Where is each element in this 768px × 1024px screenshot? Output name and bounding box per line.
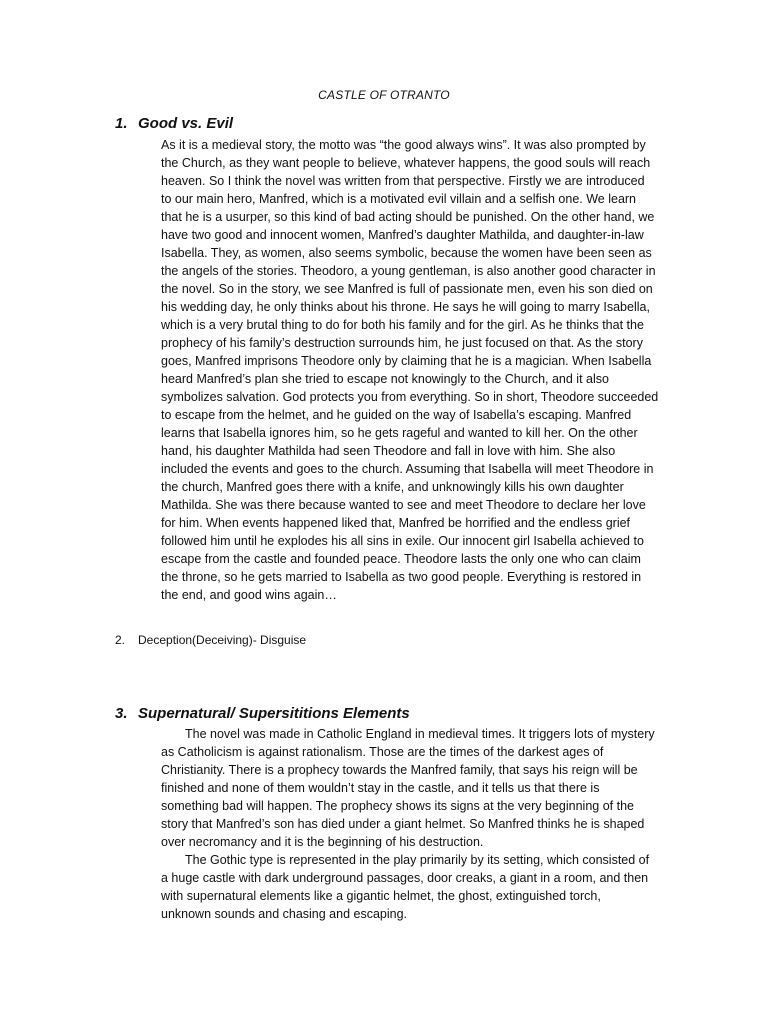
text-line: The Gothic type is represented in the play primarily by its setting, which consisted of bbox=[185, 853, 650, 867]
text-line: which is a very brutal thing to do for both his family and for the girl. As he thinks that the bbox=[161, 318, 644, 332]
text-line: the end, and good wins again… bbox=[161, 588, 337, 602]
text-line: unknown sounds and chasing and escaping. bbox=[161, 907, 408, 921]
text-line: The novel was made in Catholic England in medieval times. It triggers lots of mystery bbox=[185, 727, 655, 741]
text-line: something bad will happen. The prophecy shows its signs at the very beginning of the bbox=[161, 799, 634, 813]
text-line: the novel. So in the story, we see Manfred is full of passionate men, even his son died on bbox=[161, 282, 653, 296]
document-title: CASTLE OF OTRANTO bbox=[318, 88, 450, 102]
section-3-title: Supernatural/ Supersititions Elements bbox=[138, 705, 410, 722]
section-3-body bbox=[161, 725, 681, 923]
text-line: to our main hero, Manfred, which is a motivated evil villain and a selfish one. We learn bbox=[161, 192, 637, 206]
text-line: over necromancy and it is the beginning of his destruction. bbox=[161, 835, 484, 849]
text-line: included the events and goes to the church. Assuming that Isabella will meet Theodore in bbox=[161, 462, 654, 476]
text-line: Christianity. There is a prophecy towards the Manfred family, that says his reign will be bbox=[161, 763, 638, 777]
section-1-title: Good vs. Evil bbox=[138, 115, 234, 132]
text-line: the church, Manfred goes there with a knife, and unknowingly kills his own daughter bbox=[161, 480, 624, 494]
text-line: with supernatural elements like a gigantic helmet, the ghost, extinguished torch, bbox=[161, 889, 601, 903]
text-line: Mathilda. She was there because wanted to see and meet Theodore to declare her love bbox=[161, 498, 646, 512]
text-line: to escape from the helmet, and he guided on the way of Isabella’s escaping. Manfred bbox=[161, 408, 632, 422]
text-line: heard Manfred’s plan she tried to escape not knowingly to the Church, and it also bbox=[161, 372, 609, 386]
text-line: a huge castle with dark underground passages, door creaks, a giant in a room, and then bbox=[161, 871, 649, 885]
text-line: followed him until he explodes his all sins in exile. Our innocent girl Isabella achieved to bbox=[161, 534, 644, 548]
text-line: goes, Manfred imprisons Theodore only by claiming that he is a magician. When Isabella bbox=[161, 354, 652, 368]
text-line: his wedding day, he only thinks about his throne. He says he will going to marry Isabella, bbox=[161, 300, 650, 314]
text-line: symbolizes salvation. God protects you from everything. So in short, Theodore succeeded bbox=[161, 390, 659, 404]
text-line: As it is a medieval story, the motto was “the good always wins”. It was also prompted by bbox=[161, 138, 646, 152]
text-line: for him. When events happened liked that, Manfred be horrified and the endless grief bbox=[161, 516, 631, 530]
text-line: the Church, as they want people to believe, whatever happens, the good souls will reach bbox=[161, 156, 651, 170]
section-3-number: 3. bbox=[115, 705, 128, 722]
text-line: have two good and innocent women, Manfred’s daughter Mathilda, and daughter-in-law bbox=[161, 228, 644, 242]
text-line: as Catholicism is against rationalism. Those are the times of the darkest ages of bbox=[161, 745, 604, 759]
section-2-heading bbox=[115, 633, 306, 647]
text-line: escape from the castle and founded peace. Theodore lasts the only one who can claim bbox=[161, 552, 641, 566]
section-1-heading bbox=[115, 115, 233, 132]
text-line: that he is a usurper, so this kind of bad acting should be punished. On the other hand, we bbox=[161, 210, 655, 224]
section-1-body bbox=[161, 136, 681, 604]
text-line: prophecy of his family’s destruction surrounds him, he just focused on that. As the story bbox=[161, 336, 643, 350]
text-line: the throne, so he gets married to Isabella as two good people. Everything is restored in bbox=[161, 570, 642, 584]
section-2-title: Deception(Deceiving)- Disguise bbox=[138, 633, 307, 647]
text-line: the angels of the stories. Theodoro, a young gentleman, is also another good character in bbox=[161, 264, 656, 278]
text-line: finished and none of them wouldn’t stay in the castle, and it tells us that there is bbox=[161, 781, 600, 795]
text-line: hand, his daughter Mathilda had seen Theodore and fall in love with him. She also bbox=[161, 444, 616, 458]
text-line: story that Manfred’s son has died under a giant helmet. So Manfred thinks he is shaped bbox=[161, 817, 645, 831]
section-1-number: 1. bbox=[115, 115, 128, 132]
section-2-number: 2. bbox=[115, 633, 126, 647]
text-line: learns that Isabella ignores him, so he gets rageful and wanted to kill her. On the other bbox=[161, 426, 638, 440]
text-line: heaven. So I think the novel was written from that perspective. Firstly we are introduced bbox=[161, 174, 645, 188]
section-3-heading bbox=[115, 705, 410, 722]
text-line: Isabella. They, as women, also seems symbolic, because the women have been seen as bbox=[161, 246, 652, 260]
